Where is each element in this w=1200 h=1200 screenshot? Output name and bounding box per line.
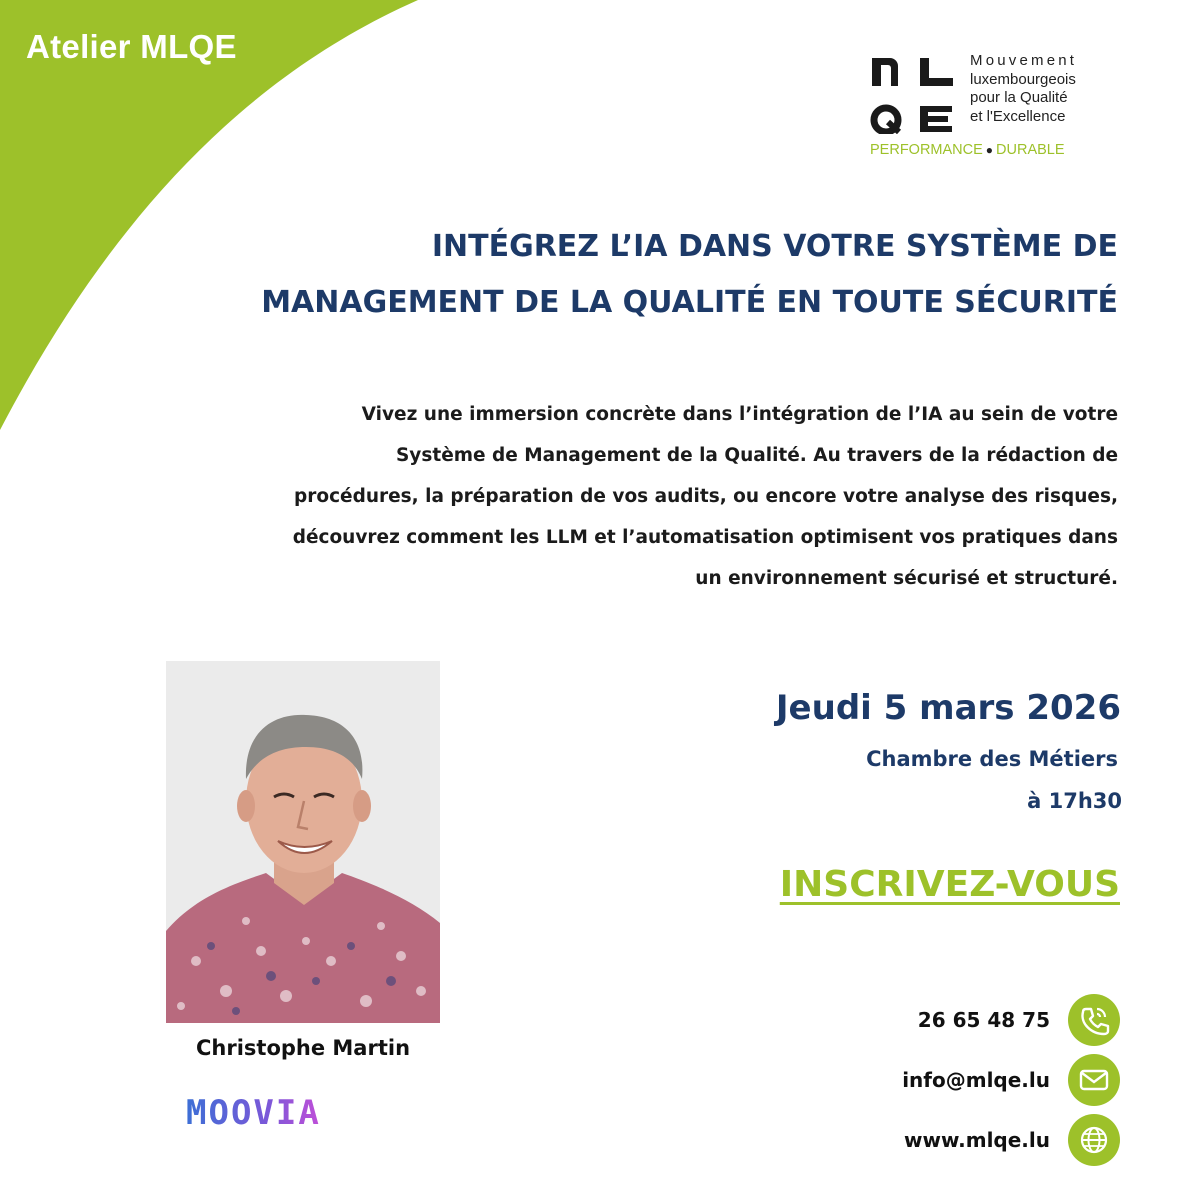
mail-icon[interactable] [1068, 1054, 1120, 1106]
mlqe-logo[interactable] [868, 52, 1118, 162]
title-line-1: INTÉGREZ L’IA DANS VOTRE SYSTÈME DE [431, 229, 1118, 264]
globe-icon[interactable] [1068, 1114, 1120, 1166]
register-link[interactable]: INSCRIVEZ-VOUS [779, 864, 1120, 905]
intro-line: Système de Management de la Qualité. Au travers de la rédaction de [395, 445, 1118, 466]
intro-line: procédures, la préparation de vos audits, ou encore votre analyse des risques, [294, 486, 1118, 507]
bullet-dot-icon: ● [985, 143, 994, 157]
logo-text [970, 52, 1120, 126]
phone-number[interactable]: 26 65 48 75 [917, 1008, 1050, 1032]
contact-website[interactable] [904, 1114, 1120, 1166]
website-url[interactable]: www.mlqe.lu [903, 1128, 1050, 1152]
intro-line: un environnement sécurisé et structuré. [695, 568, 1118, 589]
contact-email[interactable] [902, 1054, 1120, 1106]
title-line-2: MANAGEMENT DE LA QUALITÉ EN TOUTE SÉCURITÉ [261, 285, 1118, 320]
logo-line: pour la Qualité [970, 89, 1068, 106]
logo-line: et l'Excellence [970, 107, 1066, 125]
phone-icon[interactable] [1068, 994, 1120, 1046]
tagline-right: DURABLE [996, 142, 1065, 158]
intro-paragraph [118, 394, 1118, 599]
tagline-left: PERFORMANCE [870, 142, 983, 158]
intro-line: Vivez une immersion concrète dans l’intégration de l’IA au sein de votre [361, 404, 1118, 425]
speaker-name: Christophe Martin [195, 1036, 411, 1060]
email-address[interactable]: info@mlqe.lu [902, 1068, 1050, 1092]
contact-phone[interactable] [918, 994, 1120, 1046]
mlqe-logo-mark [870, 54, 960, 134]
event-time: à 17h30 [1027, 789, 1122, 813]
atelier-badge: Atelier MLQE [26, 28, 237, 65]
intro-line: découvrez comment les LLM et l’automatisation optimisent vos pratiques dans [292, 527, 1118, 548]
moovia-logo [186, 1092, 426, 1132]
event-place: Chambre des Métiers [866, 747, 1118, 771]
speaker-portrait-illustration [166, 661, 440, 1023]
speaker-photo [166, 661, 440, 1023]
logo-line: Mouvement [970, 52, 1078, 69]
moovia-logo-text: MOOVIA [186, 1093, 321, 1132]
logo-line: luxembourgeois [970, 70, 1076, 88]
page-title [118, 219, 1118, 331]
event-date: Jeudi 5 mars 2026 [775, 688, 1121, 728]
logo-tagline [870, 142, 1115, 158]
